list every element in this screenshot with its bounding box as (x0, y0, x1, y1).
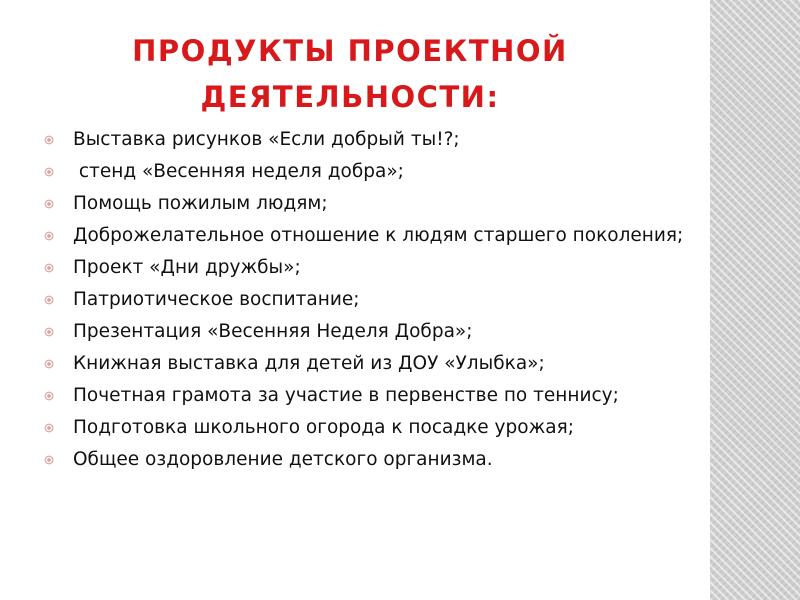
list-item (44, 320, 699, 344)
list-item-text: Патриотическое воспитание; (73, 289, 360, 310)
list-item (44, 256, 699, 280)
circle-bullet-icon (44, 199, 54, 209)
list-item-text: Доброжелательное отношение к людям старшего поколения; (73, 225, 684, 246)
circle-bullet-icon (44, 327, 54, 337)
circle-bullet-icon (44, 231, 54, 241)
circle-bullet-icon (44, 167, 54, 177)
list-item (44, 416, 699, 440)
circle-bullet-icon (44, 423, 54, 433)
list-item-text: Проект «Дни дружбы»; (73, 257, 301, 278)
circle-bullet-icon (44, 135, 54, 145)
list-item-text: Общее оздоровление детского организма. (73, 449, 493, 470)
list-item-text: стенд «Весенняя неделя добра»; (73, 161, 404, 182)
decorative-side-strip (710, 0, 800, 600)
slide-title-line: ДЕЯТЕЛЬНОСТИ: (200, 80, 500, 114)
list-item (44, 384, 699, 408)
circle-bullet-icon (44, 359, 54, 369)
circle-bullet-icon (44, 455, 54, 465)
bullet-list (44, 128, 699, 480)
list-item-text: Подготовка школьного огорода к посадке урожая; (73, 417, 574, 438)
list-item (44, 192, 699, 216)
slide-title (100, 28, 600, 120)
list-item (44, 224, 699, 248)
list-item-text: Презентация «Весенняя Неделя Добра»; (73, 321, 473, 342)
list-item (44, 352, 699, 376)
circle-bullet-icon (44, 263, 54, 273)
slide-title-line: ПРОДУКТЫ ПРОЕКТНОЙ (132, 34, 568, 68)
circle-bullet-icon (44, 295, 54, 305)
list-item-text: Почетная грамота за участие в первенстве по теннису; (73, 385, 619, 406)
list-item (44, 288, 699, 312)
list-item (44, 128, 699, 152)
list-item-text: Помощь пожилым людям; (73, 193, 328, 214)
list-item (44, 160, 699, 184)
list-item-text: Выставка рисунков «Если добрый ты!?; (73, 129, 460, 150)
circle-bullet-icon (44, 391, 54, 401)
list-item (44, 448, 699, 472)
list-item-text: Книжная выставка для детей из ДОУ «Улыбка»; (73, 353, 545, 374)
